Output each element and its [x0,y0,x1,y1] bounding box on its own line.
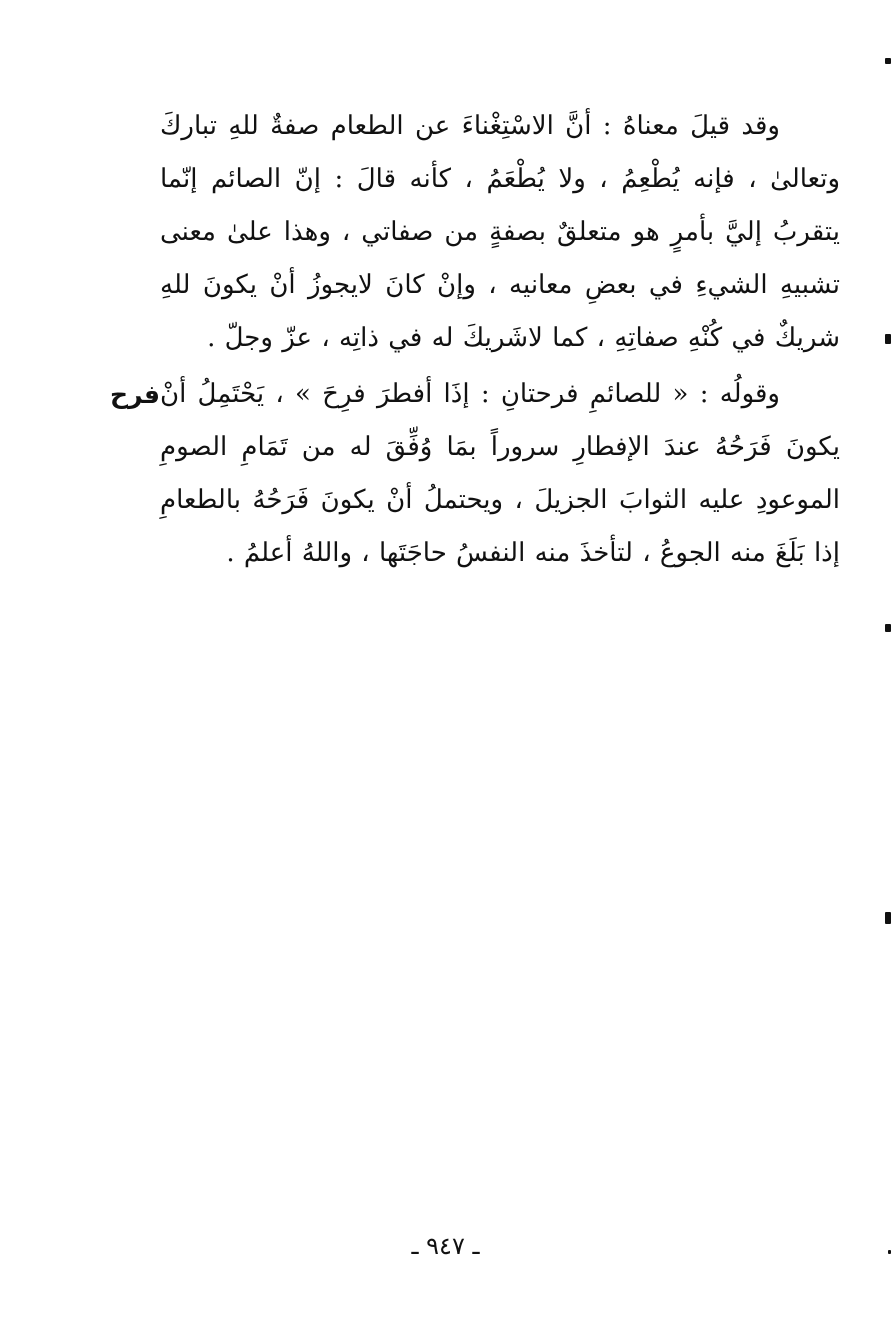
margin-keyword: فرح [110,380,160,409]
page-number: ـ ٩٤٧ ـ [411,1232,480,1260]
paragraph-1-text: وقد قيلَ معناهُ : أنَّ الاسْتِغْناءَ عن الطعام صفةٌ للهِ تباركَ وتعالىٰ ، فإنه يُطْعِمُ ، ولا يُطْعَمُ ، كأنه قالَ : إنّ الصائم إنّما يتقربُ إليَّ بأمرٍ هو متعلقٌ بصفةٍ من صفاتي ، وهذا علىٰ معنى تشبيهِ الشيءِ في بعضِ معانيه ، وإنْ كانَ لايجوزُ أنْ يكونَ للهِ شريكٌ في كُنْهِ صفاتِهِ ، كما لاشَريكَ له في ذاتِه ، عزّ وجلّ . [160,111,840,353]
paragraph-2-text: وقولُه : « للصائمِ فرحتانِ : إذَا أفطرَ فرِحَ » ، يَحْتَمِلُ أنْ يكونَ فَرَحُهُ عندَ الإفطارِ سروراً بمَا وُفِّقَ له من تَمَامِ الصومِ الموعودِ عليه الثوابَ الجزيلَ ، ويحتملُ أنْ يكونَ فَرَحُهُ بالطعامِ إذا بَلَغَ منه الجوعُ ، لتأخذَ منه النفسُ حاجَتَها ، واللهُ أعلمُ . [160,379,840,568]
scan-edge-mark [885,912,891,924]
paragraph-2 [160,368,840,580]
paragraph-1 [160,100,840,365]
scan-edge-mark [885,58,891,64]
scan-edge-mark [885,334,891,344]
scan-edge-mark [885,624,891,632]
